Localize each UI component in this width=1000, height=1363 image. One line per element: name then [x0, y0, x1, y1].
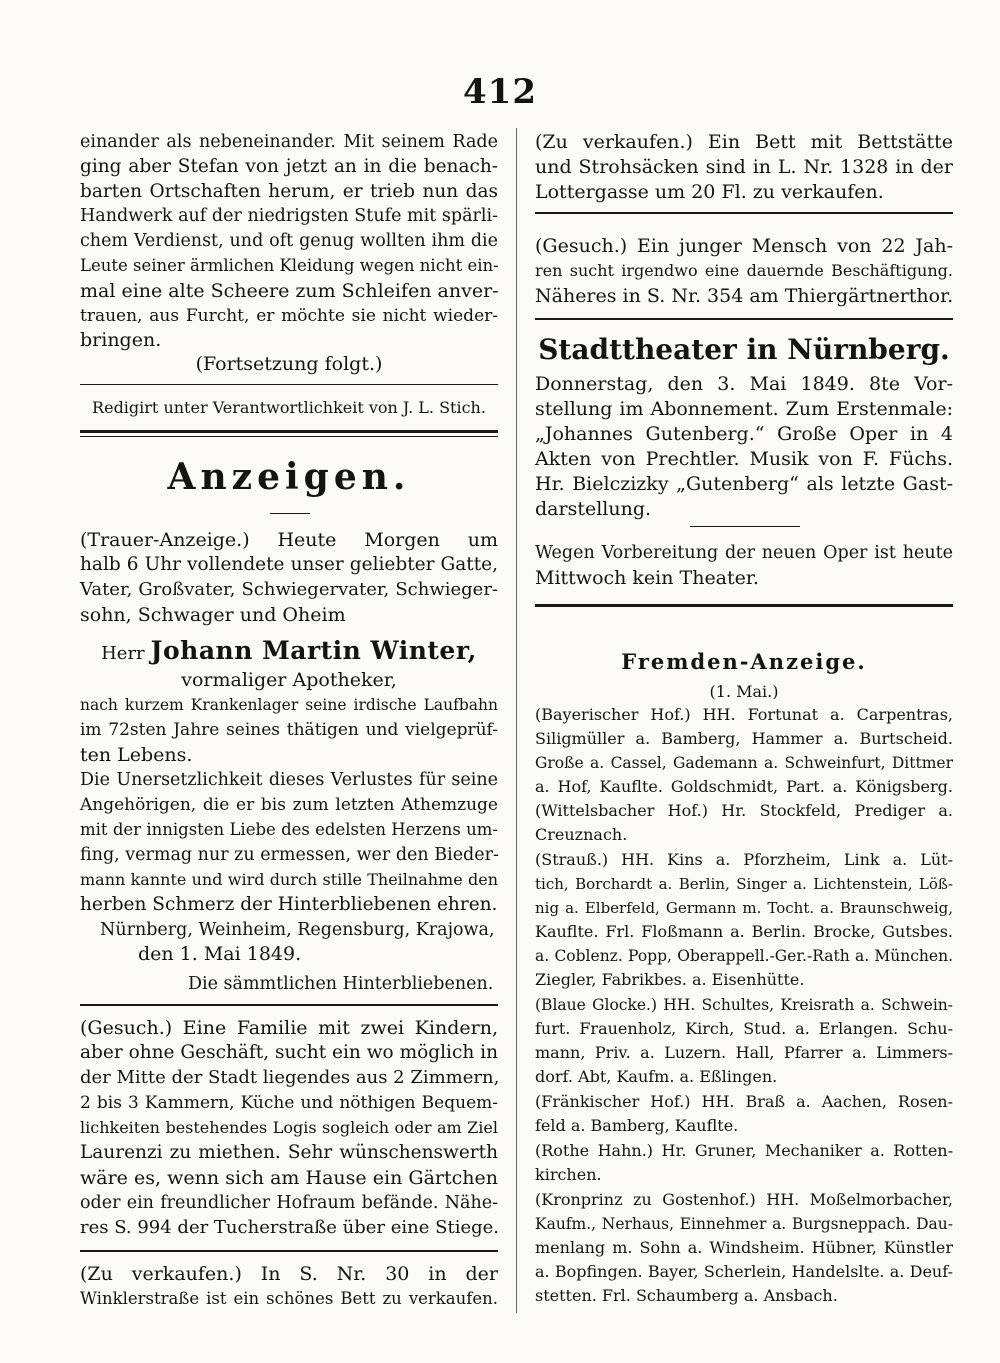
notice-line: stellung im Abonnement. Zum Erstenmale:	[535, 398, 953, 420]
visitor-line: Ziegler, Fabrikbes. a. Eisenhütte.	[535, 970, 805, 989]
visitor-line: feld a. Bamberg, Kauflte.	[535, 1116, 739, 1135]
visitor-line: Creuznach.	[535, 825, 628, 844]
visitor-line: menlang m. Sohn a. Windsheim. Hübner, Künstler	[535, 1238, 953, 1257]
notice-line: und Strohsäcken sind in L. Nr. 1328 in der	[535, 156, 953, 178]
notice-line: aber ohne Geschäft, sucht ein wo möglich in	[80, 1042, 498, 1063]
notice-line: (Gesuch.) Ein junger Mensch von 22 Jah-	[535, 235, 953, 257]
deceased-name	[80, 636, 498, 669]
story-line: Handwerk auf der niedrigsten Stufe mit spärli-	[80, 206, 498, 226]
visitors-date: (1. Mai.)	[709, 682, 779, 701]
notice-line: im 72sten Jahre seines thätigen und vielgeprüf-	[80, 720, 498, 740]
notice-line: Angehörigen, die er bis zum letzten Athemzuge	[80, 795, 498, 815]
notice-line: Akten von Prechtler. Musik von F. Füchs.	[535, 448, 953, 470]
story-line: ging aber Stefan von jetzt an in die benach-	[80, 156, 498, 177]
notice-line: fing, vermag nur zu ermessen, wer den Bieder-	[80, 845, 499, 865]
notice-line: Die Unersetzlichkeit dieses Verlustes für seine	[80, 770, 498, 790]
notice-line: Laurenzi zu miethen. Sehr wünschenswerth	[80, 1142, 498, 1163]
visitor-line: (Kronprinz zu Gostenhof.) HH. Moßelmorbacher,	[535, 1190, 953, 1209]
notice-line: darstellung.	[535, 498, 652, 520]
notice-line: wäre es, wenn sich am Hause ein Gärtchen	[80, 1167, 498, 1189]
visitor-line: mann, Priv. a. Luzern. Hall, Pfarrer a. Limmers-	[535, 1043, 953, 1062]
visitor-line: (Rothe Hahn.) Hr. Gruner, Mechaniker a. Rotten-	[535, 1141, 953, 1160]
name-prefix: Herr	[101, 643, 145, 664]
notice-line: (Gesuch.) Eine Familie mit zwei Kindern,	[80, 1017, 498, 1039]
date-line: den 1. Mai 1849.	[138, 943, 302, 965]
notice-line: sohn, Schwager und Oheim	[80, 604, 346, 626]
name-text: Johann Martin Winter,	[150, 636, 477, 665]
theatre-heading: Stadttheater in Nürnberg.	[538, 333, 950, 366]
notice-line: (Zu verkaufen.) Ein Bett mit Bettstätte	[535, 131, 953, 153]
visitors-heading: Fremden-Anzeige.	[621, 649, 867, 674]
visitor-line: a. Coblenz. Popp, Oberappell.-Ger.-Rath a. München.	[535, 947, 953, 965]
notice-line: der Mitte der Stadt liegendes aus 2 Zimmern,	[80, 1067, 500, 1088]
story-line: mal eine alte Scheere zum Schleifen anver-	[80, 280, 499, 302]
notice-line: Näheres in S. Nr. 354 am Thiergärtnerthor.	[535, 285, 954, 307]
editor-credit: Redigirt unter Verantwortlichkeit von J. L. Stich.	[92, 398, 486, 417]
notice-line: oder ein freundlicher Hofraum befände. Nähe-	[80, 1193, 498, 1213]
visitor-line: furt. Frauenholz, Kirch, Stud. a. Erlangen. Schu-	[535, 1019, 953, 1038]
former-occupation: vormaliger Apotheker,	[181, 669, 397, 691]
story-line: Leute seiner ärmlichen Kleidung wegen nicht ein-	[80, 256, 499, 275]
column-separator	[516, 128, 517, 1313]
notice-line: nach kurzem Krankenlager seine irdische Laufbahn	[80, 696, 498, 714]
places-line: Nürnberg, Weinheim, Regensburg, Krajowa,	[100, 920, 495, 940]
survivors-line: Die sämmtlichen Hinterbliebenen.	[188, 974, 494, 994]
notice-line: Wegen Vorbereitung der neuen Oper ist heute	[535, 543, 953, 563]
notice-line: Winklerstraße ist ein schönes Bett zu verkaufen.	[80, 1289, 498, 1308]
notice-line: mann kannte und wird durch stille Theilnahme den	[80, 870, 498, 889]
notice-line: ren sucht irgendwo eine dauernde Beschäftigung.	[535, 261, 953, 280]
visitor-line: (Blaue Glocke.) HH. Schultes, Kreisrath a. Schwein-	[535, 996, 953, 1014]
notice-line: halb 6 Uhr vollendete unser geliebter Gatte,	[80, 554, 498, 575]
notice-line: mit der innigsten Liebe des edelsten Herzens um-	[80, 820, 498, 839]
visitor-line: a. Bopfingen. Bayer, Scherlein, Handelslte. a. Deuf-	[535, 1262, 953, 1281]
divider-rule	[535, 212, 953, 214]
notice-line: res S. 994 der Tucherstraße über eine Stiege.	[80, 1217, 500, 1238]
visitor-line: kirchen.	[535, 1165, 602, 1184]
story-line: chem Verdienst, und oft genug wollten ihm die	[80, 231, 498, 251]
notice-line: Mittwoch kein Theater.	[535, 567, 759, 589]
notice-line: Donnerstag, den 3. Mai 1849. 8te Vor-	[535, 373, 953, 395]
notice-line: (Zu verkaufen.) In S. Nr. 30 in der	[80, 1263, 498, 1285]
short-divider	[690, 526, 800, 527]
divider-rule	[535, 318, 953, 320]
divider-rule	[80, 384, 498, 385]
divider-rule	[80, 1250, 498, 1252]
story-line: trauen, aus Furcht, er möchte sie nicht wieder-	[80, 306, 498, 326]
notice-line: Lottergasse um 20 Fl. zu verkaufen.	[535, 181, 884, 203]
visitor-line: (Bayerischer Hof.) HH. Fortunat a. Carpentras,	[535, 705, 953, 724]
notice-line: ten Lebens.	[80, 744, 193, 766]
continuation-note: (Fortsetzung folgt.)	[195, 353, 383, 375]
visitor-line: (Wittelsbacher Hof.) Hr. Stockfeld, Prediger a.	[535, 801, 953, 820]
section-rule	[535, 604, 953, 607]
notice-line: herben Schmerz der Hinterbliebenen ehren.	[80, 894, 498, 915]
section-double-rule	[80, 430, 498, 433]
notice-line: Vater, Großvater, Schwiegervater, Schwieger-	[80, 579, 498, 600]
notice-line: lichkeiten bestehendes Logis sogleich oder am Ziel	[80, 1118, 498, 1137]
notice-line: Hr. Bielczizky „Gutenberg“ als letzte Gast-	[535, 473, 953, 495]
visitor-line: (Fränkischer Hof.) HH. Braß a. Aachen, Rosen-	[535, 1092, 953, 1111]
visitor-line: Kaufm., Nerhaus, Einnehmer a. Burgsneppach. Dau-	[535, 1215, 953, 1233]
notice-line: 2 bis 3 Kammern, Küche und nöthigen Bequem-	[80, 1093, 498, 1113]
divider-rule	[80, 1004, 498, 1006]
visitor-line: nig a. Elberfeld, Germann m. Tocht. a. Braunschweig,	[535, 899, 953, 917]
visitor-line: Siligmüller a. Bamberg, Hammer a. Burtscheid.	[535, 729, 953, 748]
section-double-rule-thin	[80, 436, 498, 437]
visitor-line: Kauflte. Frl. Floßmann a. Berlin. Brocke, Gutsbes.	[535, 922, 953, 941]
notice-line: „Johannes Gutenberg.“ Große Oper in 4	[535, 423, 953, 445]
story-line: barten Ortschaften herum, er trieb nun das	[80, 181, 498, 202]
visitor-line: dorf. Abt, Kaufm. a. Eßlingen.	[535, 1067, 778, 1086]
page-number: 412	[463, 72, 537, 112]
story-line: einander als nebeneinander. Mit seinem Rade	[80, 132, 498, 152]
advertisements-heading: Anzeigen.	[167, 456, 411, 498]
notice-line: (Trauer-Anzeige.) Heute Morgen um	[80, 529, 498, 551]
story-line: bringen.	[80, 329, 162, 351]
visitor-line: stetten. Frl. Schaumberg a. Ansbach.	[535, 1286, 838, 1305]
visitor-line: a. Hof, Kauflte. Goldschmidt, Part. a. Königsberg.	[535, 777, 953, 796]
visitor-line: tich, Borchardt a. Berlin, Singer a. Lichtenstein, Löß-	[535, 875, 953, 893]
short-divider	[270, 513, 310, 514]
visitor-line: Große a. Cassel, Gademann a. Schweinfurt, Dittmer	[535, 754, 953, 772]
visitor-line: (Strauß.) HH. Kins a. Pforzheim, Link a. Lüt-	[535, 850, 953, 869]
